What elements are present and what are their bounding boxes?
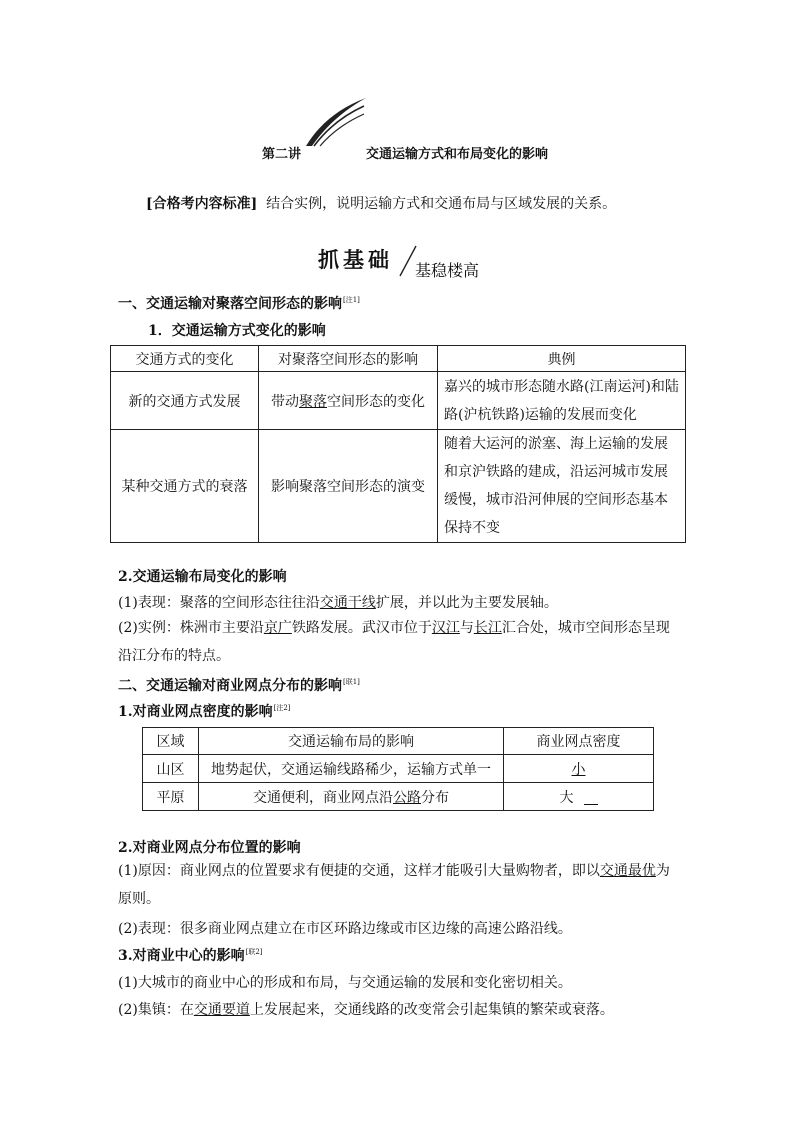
banner-sub: 基稳楼高: [415, 261, 480, 280]
lecture-title: 交通运输方式和布局变化的影响: [366, 147, 549, 162]
paragraph: (2)实例：株洲市主要沿京广铁路发展。武汉市位于汉江与长江汇合处，城市空间形态呈现沿江分布的特点。: [118, 620, 670, 664]
table-header-cell: 交通方式的变化: [111, 346, 259, 372]
section2-title: 二、交通运输对商业网点分布的影响[联1]: [118, 678, 360, 694]
section-banner: [318, 244, 518, 280]
table-cell: 交通便利，商业网点沿公路分布: [199, 783, 504, 811]
table-cell: 山区: [143, 755, 199, 783]
section2-sub3: 3.对商业中心的影响[联2]: [118, 948, 263, 964]
business-density-table: [142, 727, 654, 811]
section1-title: 一、交通运输对聚落空间形态的影响[注1]: [118, 296, 360, 312]
table-row: [111, 430, 686, 543]
table-cell: 平原: [143, 783, 199, 811]
section2-sub2: 2.对商业网点分布位置的影响: [118, 840, 301, 856]
paragraph: (1)大城市的商业中心的形成和布局，与交通运输的发展和变化密切相关。: [118, 975, 572, 991]
table-header-cell: 商业网点密度: [504, 728, 654, 755]
paragraph: (2)集镇：在交通要道上发展起来，交通线路的改变常会引起集镇的繁荣或衰落。: [118, 1002, 614, 1018]
standard-tag: [合格考内容标准]: [146, 196, 258, 212]
table-cell: 影响聚落空间形态的演变: [259, 430, 438, 543]
table-cell: 大: [504, 783, 654, 811]
table-row: [111, 372, 686, 430]
paragraph: (1)原因：商业网点的位置要求有便捷的交通，这样才能吸引大量购物者，即以交通最优为原则。: [118, 863, 670, 907]
table-cell: 小: [504, 755, 654, 783]
banner-main: 抓基础: [318, 247, 393, 272]
table-cell: 新的交通方式发展: [111, 372, 259, 430]
note-marker: [注1]: [343, 296, 360, 305]
lecture-number: 第二讲: [262, 147, 302, 162]
table-header-row: [143, 728, 654, 755]
note-marker: [注2]: [273, 704, 291, 713]
table-cell: 随着大运河的淤塞、海上运输的发展和京沪铁路的建成，沿运河城市发展缓慢，城市沿河伸展的空间形态基本保持不变: [438, 430, 686, 543]
table-cell: 地势起伏，交通运输线路稀少，运输方式单一: [199, 755, 504, 783]
table-header-cell: 对聚落空间形态的影响: [259, 346, 438, 372]
table-row: [143, 783, 654, 811]
note-marker: [联2]: [245, 948, 263, 957]
table-cell: 带动聚落空间形态的变化: [259, 372, 438, 430]
paragraph: (1)表现：聚落的空间形态往往沿交通干线扩展，并以此为主要发展轴。: [118, 595, 558, 611]
section1-sub1: 1．交通运输方式变化的影响: [148, 323, 326, 339]
standard-text: 结合实例，说明运输方式和交通布局与区域发展的关系。: [266, 196, 617, 212]
table-header-cell: 交通运输布局的影响: [199, 728, 504, 755]
content-standard: [146, 193, 616, 213]
header-swoosh-logo: [304, 96, 368, 152]
table-cell: 嘉兴的城市形态随水路(江南运河)和陆路(沪杭铁路)运输的发展而变化: [438, 372, 686, 430]
section2-sub1: 1.对商业网点密度的影响[注2]: [118, 704, 291, 720]
note-marker: [联1]: [343, 678, 360, 687]
section1-sub2: 2.交通运输布局变化的影响: [118, 569, 287, 585]
paragraph: (2)表现：很多商业网点建立在市区环路边缘或市区边缘的高速公路沿线。: [118, 921, 572, 937]
transport-change-table: [110, 345, 686, 543]
table-header-cell: 典例: [438, 346, 686, 372]
table-header-cell: 区域: [143, 728, 199, 755]
table-row: [143, 755, 654, 783]
table-header-row: [111, 346, 686, 372]
table-cell: 某种交通方式的衰落: [111, 430, 259, 543]
